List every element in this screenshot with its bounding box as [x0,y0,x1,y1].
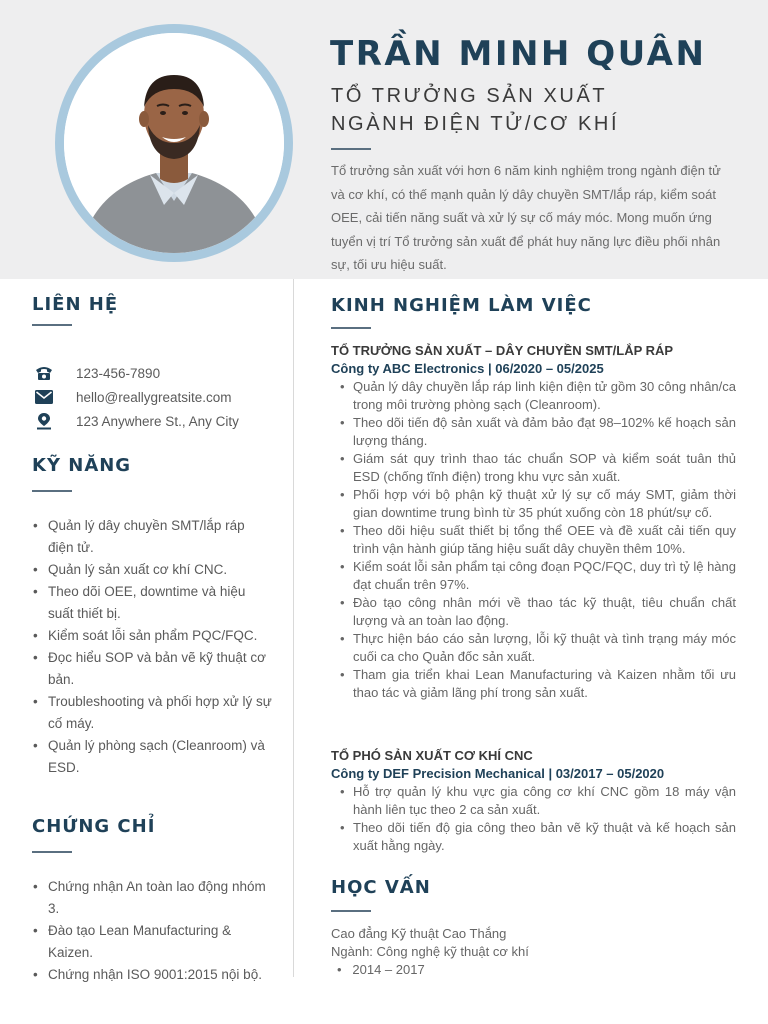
job-title-line-1: TỔ TRƯỞNG SẢN XUẤT [331,85,608,107]
job-2-title: TỔ PHÓ SẢN XUẤT CƠ KHÍ CNC [331,748,533,763]
education-years: 2014 – 2017 [352,962,425,977]
certificates-list [32,876,272,986]
list-item: • Phối hợp với bộ phận kỹ thuật xử lý sự cố máy SMT, giảm thời gian downtime trung bình từ 35 phút xuống còn 18 phút/sự cố. [331,486,736,522]
contact-phone-row [34,363,160,383]
education-rule [331,910,371,912]
certificates-rule [32,851,72,853]
contact-address-row [34,411,239,431]
education-heading: HỌC VẤN [331,877,431,898]
contact-email[interactable]: hello@reallygreatsite.com [76,389,232,405]
list-item: • Theo dõi tiến độ gia công theo bản vẽ kỹ thuật và kế hoạch sản xuất hằng ngày. [331,819,736,855]
education-years-item [337,962,425,977]
contact-phone[interactable]: 123-456-7890 [76,365,161,381]
list-item: • Đào tạo Lean Manufacturing & Kaizen. [32,920,272,964]
profile-photo-ring [55,24,293,262]
job-1-title: TỔ TRƯỞNG SẢN XUẤT – DÂY CHUYỀN SMT/LẮP RÁP [331,343,674,358]
list-item: • Quản lý sản xuất cơ khí CNC. [32,559,272,581]
skills-heading: KỸ NĂNG [32,455,132,476]
list-item: • Tham gia triển khai Lean Manufacturing và Kaizen nhằm tối ưu thao tác và giảm lãng phí trong sản xuất. [331,666,736,702]
job-title-line-2: NGÀNH ĐIỆN TỬ/CƠ KHÍ [331,113,620,135]
email-icon [34,388,54,406]
contact-address: 123 Anywhere St., Any City [76,413,239,429]
bullet-icon: • [337,962,353,977]
list-item: • Theo dõi hiệu suất thiết bị tổng thể OEE và đề xuất cải tiến quy trình vận hành giúp tăng hiệu suất dây chuyền thêm 10%. [331,522,736,558]
column-divider [293,279,294,977]
certificates-heading: CHỨNG CHỈ [32,816,156,837]
candidate-name: TRẦN MINH QUÂN [330,34,707,74]
list-item: • Chứng nhận ISO 9001:2015 nội bộ. [32,964,272,986]
experience-heading: KINH NGHIỆM LÀM VIỆC [331,295,592,316]
job-2-company: Công ty DEF Precision Mechanical | 03/2017 – 05/2020 [331,766,665,781]
experience-rule [331,327,371,329]
portrait-illustration [64,33,284,253]
skills-list [32,515,272,779]
contact-email-row [34,387,232,407]
phone-icon [34,364,54,382]
list-item: • Quản lý phòng sạch (Cleanroom) và ESD. [32,735,272,779]
profile-summary: Tổ trưởng sản xuất với hơn 6 năm kinh nghiệm trong ngành điện tử và cơ khí, có thế mạnh quản lý dây chuyền SMT/lắp ráp, kiểm soát OEE, cải tiến năng suất và xử lý sự cố máy móc. Mong muốn ứng tuyển vị trí Tổ trưởng sản xuất để phát huy năng lực điều phối nhân sự, tối ưu hiệu suất. [331,163,721,272]
list-item: • Troubleshooting và phối hợp xử lý sự cố máy. [32,691,272,735]
skills-rule [32,490,72,492]
location-icon [34,412,54,430]
list-item: • Đọc hiểu SOP và bản vẽ kỹ thuật cơ bản. [32,647,272,691]
job-1-responsibilities [331,378,736,702]
contact-heading: LIÊN HỆ [32,294,119,315]
list-item: • Theo dõi OEE, downtime và hiệu suất thiết bị. [32,581,272,625]
header-band [0,0,768,279]
list-item: • Hỗ trợ quản lý khu vực gia công cơ khí CNC gồm 18 máy vận hành liên tục theo 2 ca sản xuất. [331,783,736,819]
list-item: • Đào tạo công nhân mới về thao tác kỹ thuật, tiêu chuẩn chất lượng và an toàn lao động. [331,594,736,630]
header-rule [331,148,371,150]
job-2-responsibilities [331,783,736,855]
list-item: • Theo dõi tiến độ sản xuất và đảm bảo đạt 98–102% kế hoạch sản lượng tháng. [331,414,736,450]
list-item: • Kiểm soát lỗi sản phẩm PQC/FQC. [32,625,272,647]
list-item: • Quản lý dây chuyền SMT/lắp ráp điện tử. [32,515,272,559]
list-item: • Thực hiện báo cáo sản lượng, lỗi kỹ thuật và tình trạng máy móc cuối ca cho Quản đốc sản xuất. [331,630,736,666]
list-item: • Giám sát quy trình thao tác chuẩn SOP và kiểm soát tuân thủ ESD (chống tĩnh điện) trong khu vực sản xuất. [331,450,736,486]
job-1-company: Công ty ABC Electronics | 06/2020 – 05/2025 [331,361,604,376]
education-major: Ngành: Công nghệ kỹ thuật cơ khí [331,944,529,959]
contact-rule [32,324,72,326]
profile-photo [64,33,284,253]
list-item: • Chứng nhận An toàn lao động nhóm 3. [32,876,272,920]
education-school: Cao đẳng Kỹ thuật Cao Thắng [331,926,507,941]
list-item: • Quản lý dây chuyền lắp ráp linh kiện điện tử gồm 30 công nhân/ca trong môi trường phòng sạch (Cleanroom). [331,378,736,414]
list-item: • Kiểm soát lỗi sản phẩm tại công đoạn PQC/FQC, duy trì tỷ lệ hàng đạt chuẩn trên 97%. [331,558,736,594]
